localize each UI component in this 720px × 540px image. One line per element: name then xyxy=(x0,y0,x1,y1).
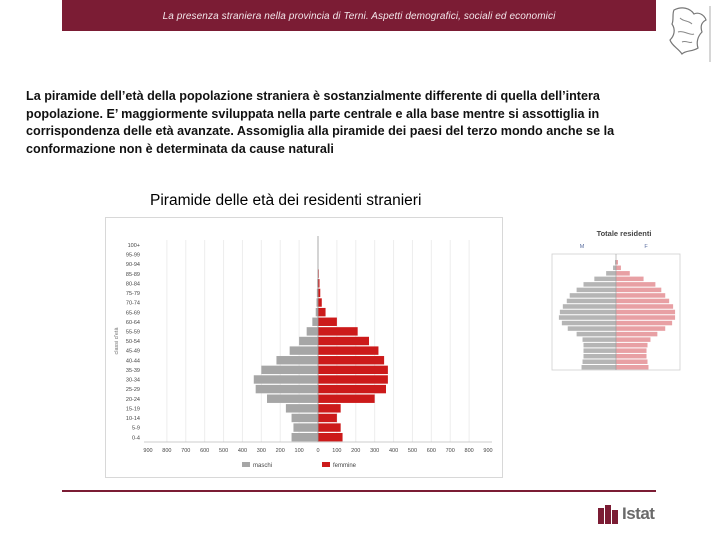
x-tick-label: 100 xyxy=(332,448,342,454)
legend-label-male: maschi xyxy=(253,463,273,469)
intro-text: La piramide dell’età della popolazione straniera è sostanzialmente differente di quella dell’intera popolazione. E’ maggiormente sviluppata nella parte centrale e alla base mentre si assottiglia in corrispondenza delle età avanzate. Assomiglia alla piramide dei paesi del terzo mondo anche se la conformazione non è determinata da cause naturali xyxy=(26,89,615,156)
side-bar-male xyxy=(613,266,616,271)
pyramid-chart xyxy=(105,217,503,478)
y-tick-label: 80-84 xyxy=(125,281,140,288)
side-bar-male xyxy=(584,343,616,348)
pyramid-svg xyxy=(106,218,502,477)
side-bar-male xyxy=(577,288,616,293)
x-tick-label: 700 xyxy=(181,448,191,454)
x-tick-label: 400 xyxy=(237,448,248,454)
bar-female xyxy=(318,318,337,326)
y-tick-label: 45-49 xyxy=(125,348,140,355)
x-tick-label: 700 xyxy=(445,448,455,454)
side-bar-female xyxy=(616,332,657,337)
y-tick-label: 50-54 xyxy=(125,339,140,346)
side-bar-male xyxy=(583,359,616,364)
y-tick-label: 65-69 xyxy=(125,310,140,317)
side-bar-male xyxy=(567,299,616,304)
bar-female xyxy=(318,308,326,316)
x-tick-label: 100 xyxy=(294,448,304,454)
bar-male xyxy=(261,366,318,374)
side-bar-male xyxy=(594,277,616,282)
x-tick-label: 900 xyxy=(483,448,493,454)
bar-female xyxy=(318,356,384,364)
x-tick-label: 800 xyxy=(464,448,474,454)
side-bar-female xyxy=(616,354,647,359)
y-tick-label: 10-14 xyxy=(125,416,140,423)
total-residents-pyramid xyxy=(548,228,684,374)
province-crest-icon xyxy=(664,2,714,64)
side-chart-title: Totale residenti xyxy=(596,229,652,238)
x-tick-label: 300 xyxy=(370,448,380,454)
y-tick-label: 60-64 xyxy=(125,319,140,326)
bar-female xyxy=(318,404,341,412)
side-bar-male xyxy=(582,365,616,370)
y-tick-label: 75-79 xyxy=(125,291,140,298)
x-tick-label: 500 xyxy=(407,448,418,454)
side-bar-female xyxy=(616,326,665,331)
side-bar-female xyxy=(616,293,665,298)
intro-paragraph xyxy=(26,88,676,158)
x-tick-label: 200 xyxy=(275,448,285,454)
y-tick-label: 25-29 xyxy=(125,387,140,394)
side-bar-female xyxy=(616,359,648,364)
x-tick-label: 600 xyxy=(200,448,210,454)
y-tick-label: 100+ xyxy=(127,242,140,249)
y-tick-label: 5-9 xyxy=(132,425,140,432)
y-tick-label: 85-89 xyxy=(125,271,140,278)
x-tick-label: 900 xyxy=(143,448,153,454)
side-bar-male xyxy=(563,304,616,309)
side-bar-male xyxy=(584,282,616,287)
istat-logo-text: Istat xyxy=(622,504,655,523)
side-bar-male xyxy=(577,332,616,337)
bar-male xyxy=(276,356,318,364)
x-tick-label: 300 xyxy=(256,448,266,454)
bar-male xyxy=(290,346,318,354)
bar-male xyxy=(286,404,318,412)
side-bar-female xyxy=(616,343,648,348)
bar-male xyxy=(307,327,318,335)
bar-male xyxy=(293,423,318,431)
bar-female xyxy=(318,385,386,393)
side-bar-female xyxy=(616,337,650,342)
side-legend-male: M xyxy=(579,244,585,250)
header-title: La presenza straniera nella provincia di Terni. Aspetti demografici, sociali ed economici xyxy=(162,11,556,22)
y-tick-label: 35-39 xyxy=(125,367,140,374)
bar-female xyxy=(318,346,378,354)
side-bar-female xyxy=(616,348,647,353)
side-bar-male xyxy=(583,337,616,342)
y-tick-label: 40-44 xyxy=(125,358,140,365)
bar-male xyxy=(256,385,318,393)
bar-female xyxy=(318,433,343,441)
istat-mark-icon xyxy=(598,504,620,524)
bar-male xyxy=(292,414,318,422)
side-bar-male xyxy=(584,348,616,353)
bar-female xyxy=(318,327,358,335)
x-tick-label: 400 xyxy=(388,448,399,454)
side-bar-female xyxy=(616,282,655,287)
y-tick-label: 55-59 xyxy=(125,329,140,336)
footer-rule xyxy=(62,490,656,492)
x-tick-label: 600 xyxy=(426,448,436,454)
bar-female xyxy=(318,298,322,306)
bar-female xyxy=(318,423,341,431)
side-bar-female xyxy=(616,288,661,293)
x-tick-label: 500 xyxy=(218,448,229,454)
bar-male xyxy=(292,433,318,441)
y-tick-label: 30-34 xyxy=(125,377,140,384)
side-bar-male xyxy=(559,315,616,320)
side-bar-female xyxy=(616,315,675,320)
bar-female xyxy=(318,337,369,345)
side-bar-male xyxy=(562,321,616,326)
chart-title: Piramide delle età dei residenti stranieri xyxy=(150,192,422,209)
header-band xyxy=(62,0,656,31)
legend-swatch-female xyxy=(322,462,330,467)
y-tick-label: 20-24 xyxy=(125,396,140,403)
side-bar-female xyxy=(616,271,630,276)
legend-label-female: femmine xyxy=(333,463,357,469)
bar-female xyxy=(318,366,388,374)
y-axis-label: classi d'età xyxy=(114,327,120,355)
x-tick-label: 800 xyxy=(162,448,172,454)
bar-male xyxy=(312,318,318,326)
y-tick-label: 95-99 xyxy=(125,252,140,259)
legend-swatch-male xyxy=(242,462,250,467)
side-bar-female xyxy=(616,304,673,309)
y-tick-label: 15-19 xyxy=(125,406,140,413)
y-tick-label: 90-94 xyxy=(125,262,140,269)
x-tick-label: 0 xyxy=(316,448,320,454)
side-bar-female xyxy=(616,365,648,370)
side-bar-female xyxy=(616,299,669,304)
x-tick-label: 200 xyxy=(351,448,361,454)
istat-logo xyxy=(598,504,658,524)
bar-female xyxy=(318,395,375,403)
bar-male xyxy=(267,395,318,403)
bar-female xyxy=(318,414,337,422)
side-legend-female: F xyxy=(644,244,648,250)
side-bar-female xyxy=(616,321,672,326)
side-bar-male xyxy=(560,310,616,315)
y-tick-label: 70-74 xyxy=(125,300,140,307)
bar-male xyxy=(254,375,318,383)
side-bar-female xyxy=(616,266,621,271)
bar-female xyxy=(318,375,388,383)
side-bar-female xyxy=(616,277,644,282)
side-bar-male xyxy=(606,271,616,276)
bar-male xyxy=(299,337,318,345)
side-bar-male xyxy=(584,354,616,359)
side-bar-male xyxy=(570,293,616,298)
side-bar-male xyxy=(568,326,616,331)
side-bar-female xyxy=(616,310,675,315)
y-tick-label: 0-4 xyxy=(132,435,140,442)
